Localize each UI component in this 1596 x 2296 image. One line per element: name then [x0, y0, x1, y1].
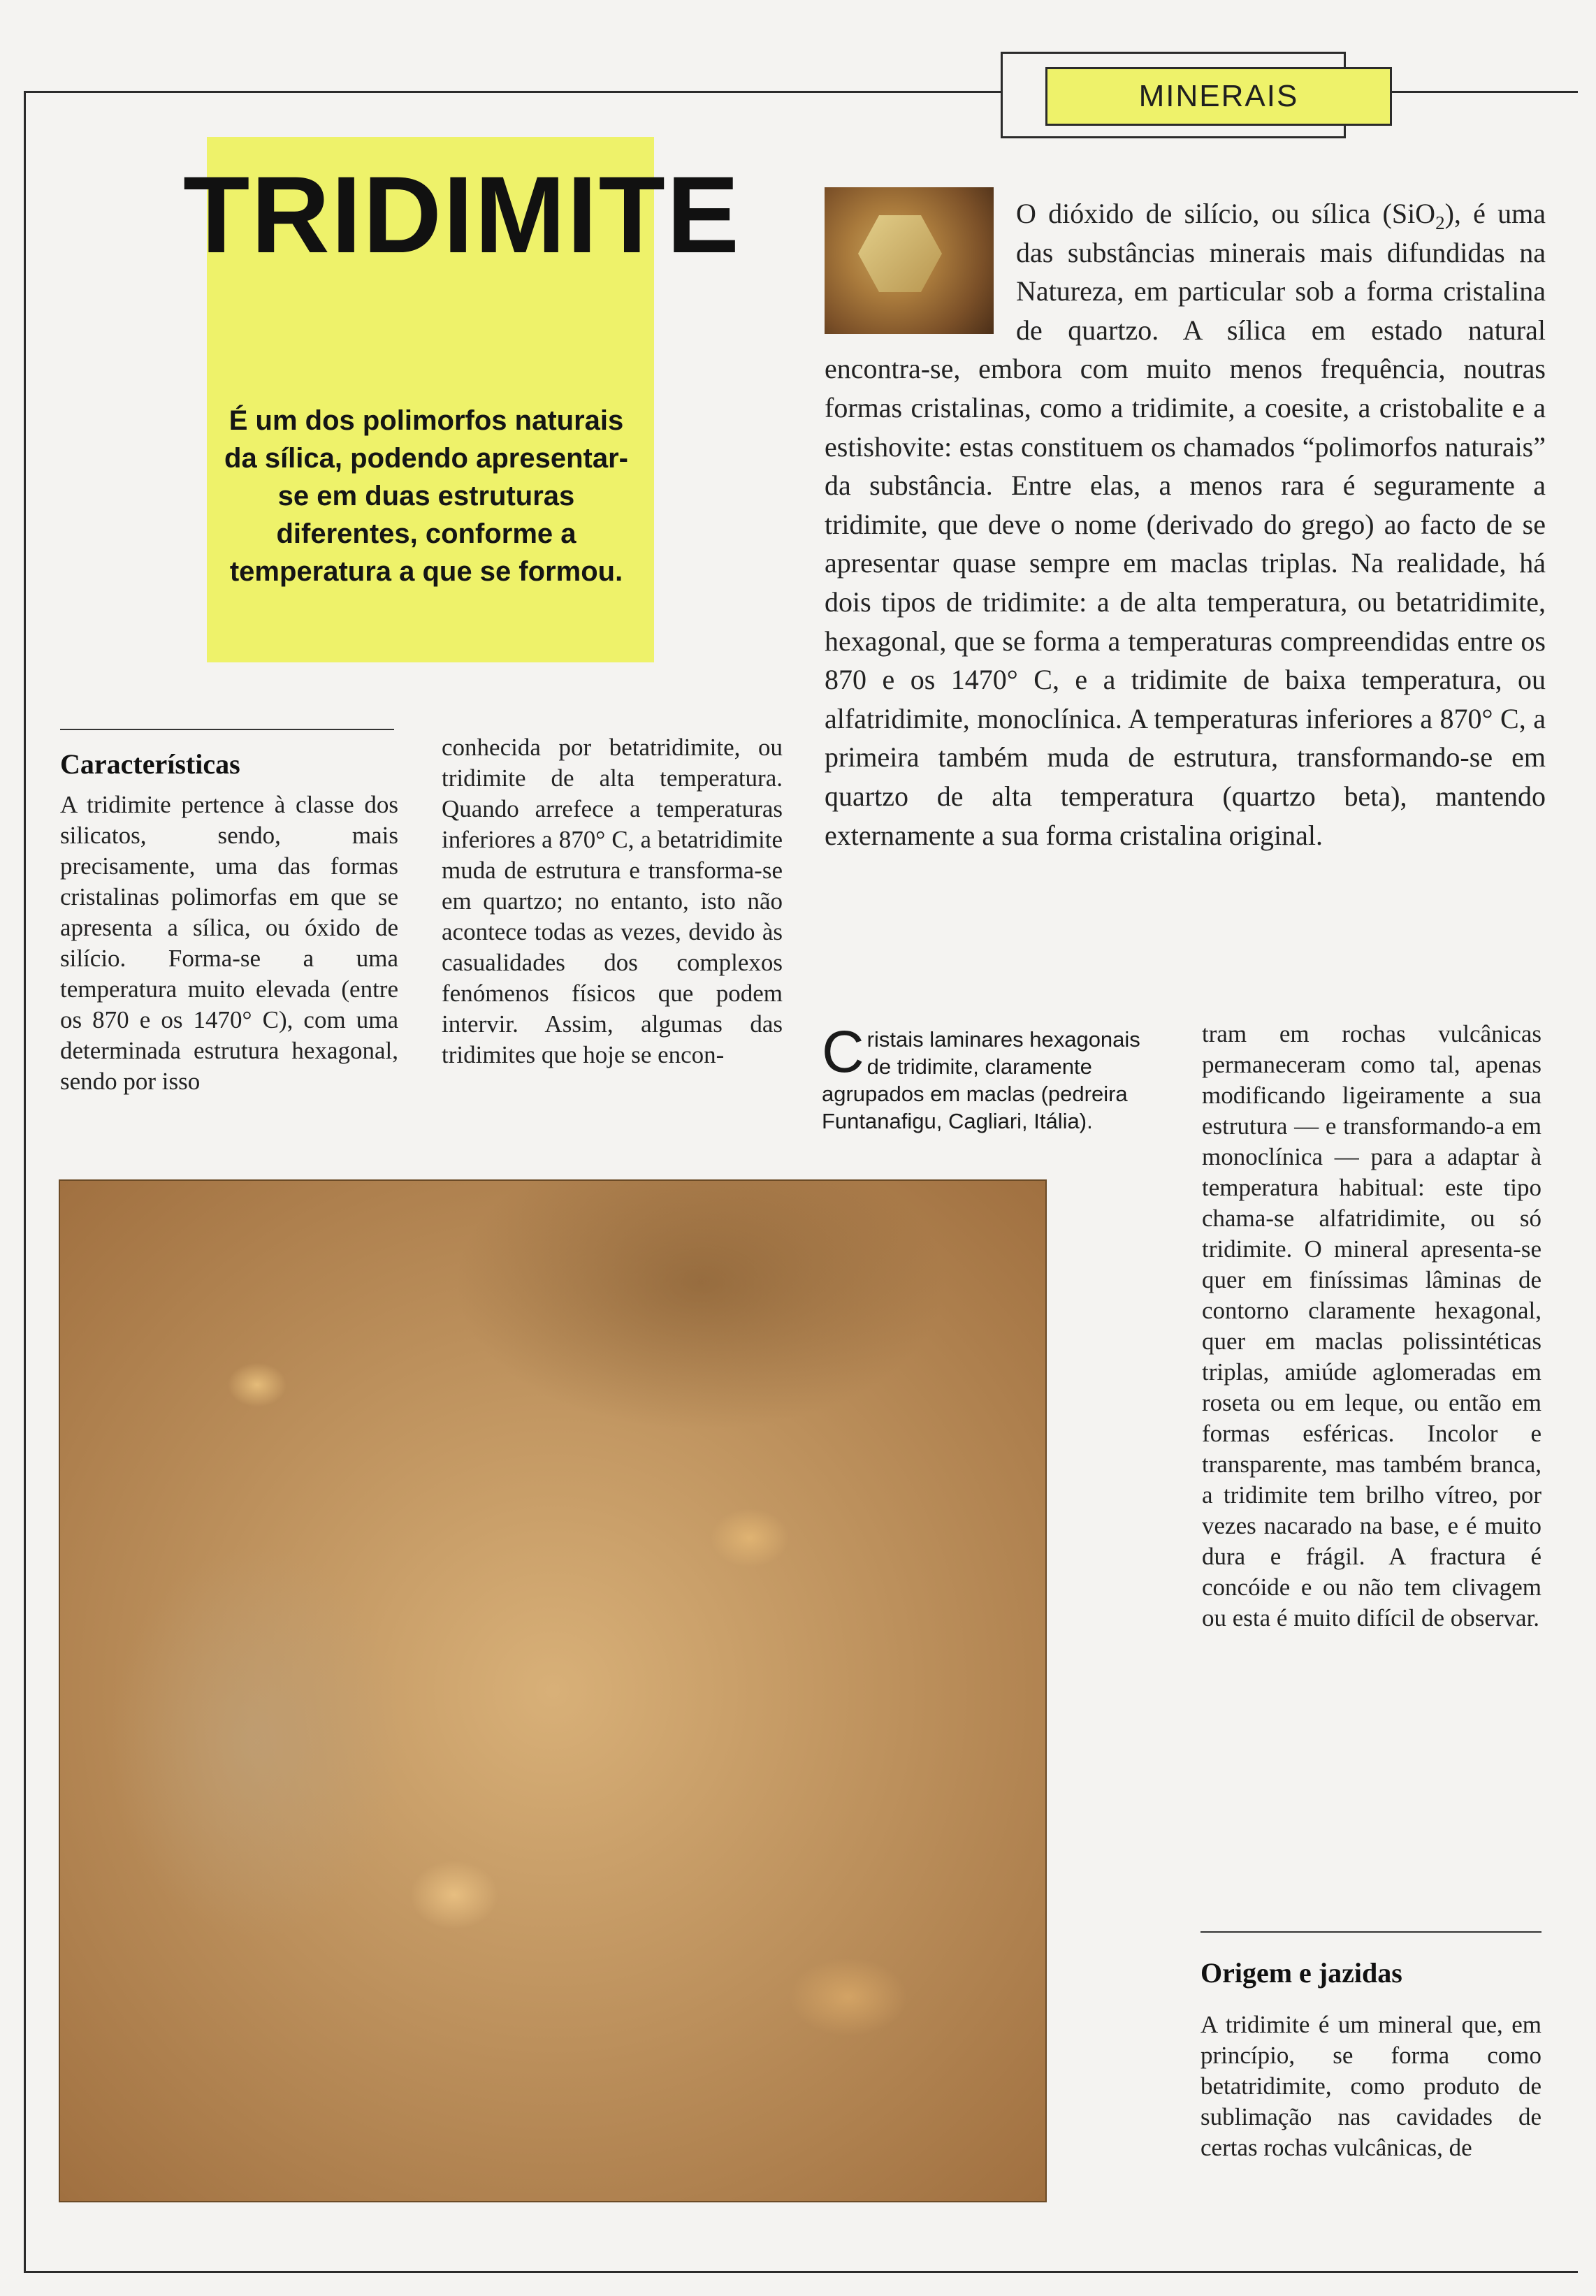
photo-caption [822, 1019, 1143, 1135]
section-rule-origem [1200, 1931, 1541, 1933]
caption-dropcap: C [822, 1019, 864, 1084]
heading-origem: Origem e jazidas [1200, 1957, 1402, 1989]
section-tab: MINERAIS [1045, 67, 1392, 126]
intro-text-part2: ), é uma das substâncias minerais mais difundidas na Natureza, em particular sob a forma cristalina de quartzo. A sílica em estado natural encontra-se, embora com muito menos frequência, noutras formas cristalinas, como a tridimite, a coesite, a cristobalite e a estishovite: estas constituem os chamados “polimorfos naturais” da substância. Entre elas, a menos rara é seguramente a tridimite, que deve o nome (derivado do grego) ao facto de se apresentar quase sempre em maclas triplas. Na realidade, há dois tipos de tridimite: a de alta temperatura, ou betatridimite, hexagonal, que se forma a temperaturas compreendidas entre os 870 e os 1470° C, e a tridimite de baixa temperatura, ou alfatridimite, monoclínica. A temperaturas inferiores a 870° C, a primeira também muda de estrutura, transformando-se em quartzo de alta temperatura (quartzo beta), mantendo externamente a sua forma cristalina original. [825, 198, 1546, 851]
tridimite-crystals-photo [59, 1179, 1047, 2202]
intro-text-part1: O dióxido de silício, ou sílica (SiO [1016, 198, 1436, 229]
intro-text [825, 194, 1546, 991]
intro-subscript: 2 [1435, 212, 1445, 233]
section-rule-caracteristicas [60, 729, 394, 730]
right-column-text: tram em rochas vulcânicas permaneceram como tal, apenas modificando ligeiramente a sua estrutura — e transformando-a em monoclínica — para a adaptar à temperatura habitual: este tipo chama-se alfatridimite, ou só tridimite. O mineral apresenta-se quer em finíssimas lâminas de contorno claramente hexagonal, quer em maclas polissintéticas triplas, amiúde aglomeradas em roseta ou em leque, ou então em formas esféricas. Incolor e transparente, mas também branca, a tridimite tem brilho vítreo, por vezes nacarado na base, e é muito dura e frágil. A fractura é concóide e ou não tem clivagem ou esta é muito difícil de observar. [1202, 1020, 1541, 1632]
caracteristicas-column-2: conhecida por betatridimite, ou tridimite de alta temperatura. Quando arrefece a temperaturas inferiores a 870° C, a betatridimite muda de estrutura e transforma-se em quartzo; no entanto, isto não acontece todas as vezes, devido às casualidades dos complexos fenómenos físicos que podem intervir. Assim, algumas das tridimites que hoje se encon- [442, 734, 783, 1068]
lead-text: É um dos polimorfos naturais da sílica, podendo apresentar-se em duas estruturas diferentes, conforme a temperatura a que se formou. [224, 405, 628, 587]
thumbnail-wrap-space [825, 194, 1016, 348]
caracteristicas-column-1: A tridimite pertence à classe dos silicatos, sendo, mais precisamente, uma das formas cristalinas polimorfas em que se apresenta a sílica, ou óxido de silício. Forma-se a uma temperatura muito elevada (entre os 870 e os 1470° C), com uma determinada estrutura hexagonal, sendo por isso [60, 791, 398, 1095]
page-frame-left [24, 91, 26, 2271]
page-frame-bottom [24, 2271, 1578, 2273]
page-title: TRIDIMITE [183, 154, 741, 276]
caption-text: ristais laminares hexagonais de tridimite, claramente agrupados em maclas (pedreira Funtanafigu, Cagliari, Itália). [822, 1027, 1140, 1133]
origem-text: A tridimite é um mineral que, em princípio, se forma como betatridimite, como produto de sublimação nas cavidades de certas rochas vulcânicas, de [1200, 2011, 1541, 2161]
heading-caracteristicas: Características [60, 748, 240, 780]
